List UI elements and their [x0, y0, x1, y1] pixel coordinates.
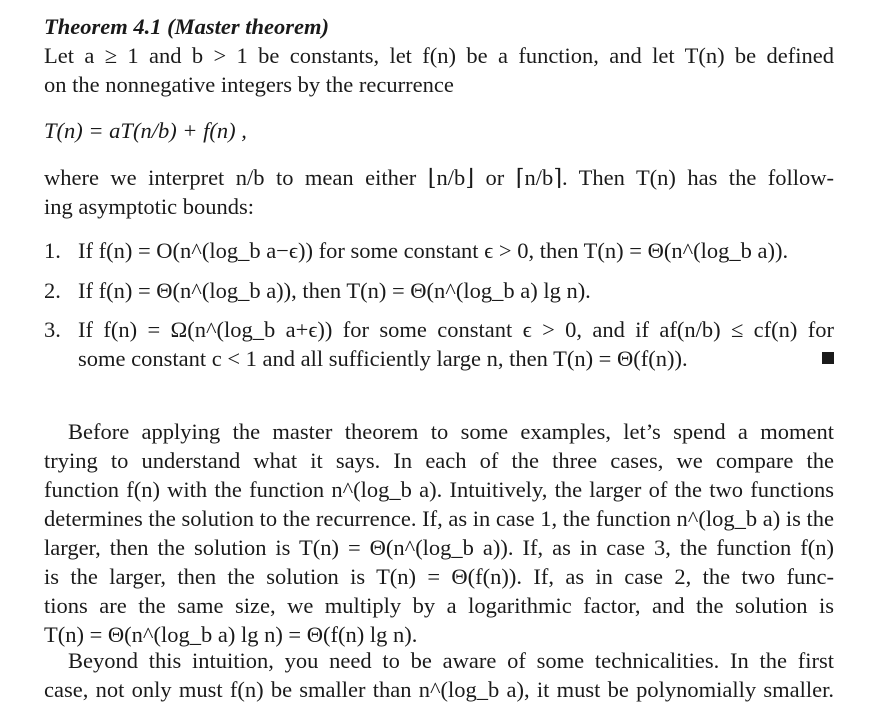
p1-line-3: function f(n) with the function n^(log_b a). Intuitively, the larger of the two functions [44, 477, 834, 502]
case-text-line-2: some constant c < 1 and all sufficiently large n, then T(n) = Θ(f(n)). [78, 346, 688, 371]
paragraph-2 [44, 646, 834, 704]
case-number: 1. [44, 238, 61, 263]
statement-line-1: Let a ≥ 1 and b > 1 be constants, let f(n) be a function, and let T(n) be defined [44, 43, 834, 68]
p2-line-2: case, not only must f(n) be smaller than n^(log_b a), it must be polynomially smaller. [44, 677, 834, 702]
p1-line-2: trying to understand what it says. In each of the three cases, we compare the [44, 448, 834, 473]
p1-line-8: T(n) = Θ(n^(log_b a) lg n) = Θ(f(n) lg n). [44, 622, 418, 647]
theorem-title: Theorem 4.1 (Master theorem) [44, 14, 329, 39]
interpret-line-1: where we interpret n/b to mean either ⌊n/b⌋ or ⌈n/b⌉. Then T(n) has the follow- [44, 165, 834, 190]
interpret-line-2: ing asymptotic bounds: [44, 194, 254, 219]
p2-line-1: Beyond this intuition, you need to be aware of some technicalities. In the first [68, 648, 834, 673]
interpretation-text [44, 163, 834, 221]
p1-line-7: tions are the same size, we multiply by a logarithmic factor, and the solution is [44, 593, 834, 618]
statement-line-2: on the nonnegative integers by the recurrence [44, 72, 454, 97]
p1-line-5: larger, then the solution is T(n) = Θ(n^(log_b a)). If, as in case 3, the function f(n) [44, 535, 834, 560]
case-number: 3. [44, 317, 61, 342]
end-of-proof-square [822, 352, 834, 364]
paragraph-1 [44, 417, 834, 649]
recurrence-equation: T(n) = aT(n/b) + f(n) , [44, 118, 247, 143]
theorem-statement [44, 41, 834, 99]
p1-line-4: determines the solution to the recurrence. If, as in case 1, the function n^(log_b a) is the [44, 506, 834, 531]
case-text-line-1: If f(n) = Ω(n^(log_b a+ϵ)) for some constant ϵ > 0, and if af(n/b) ≤ cf(n) for [78, 317, 834, 342]
case-text: If f(n) = O(n^(log_b a−ϵ)) for some constant ϵ > 0, then T(n) = Θ(n^(log_b a)). [78, 238, 789, 263]
case-number: 2. [44, 278, 61, 303]
case-text: If f(n) = Θ(n^(log_b a)), then T(n) = Θ(n^(log_b a) lg n). [78, 278, 591, 303]
p1-line-6: is the larger, then the solution is T(n) = Θ(f(n)). If, as in case 2, the two func- [44, 564, 834, 589]
p1-line-1: Before applying the master theorem to some examples, let’s spend a moment [68, 419, 834, 444]
